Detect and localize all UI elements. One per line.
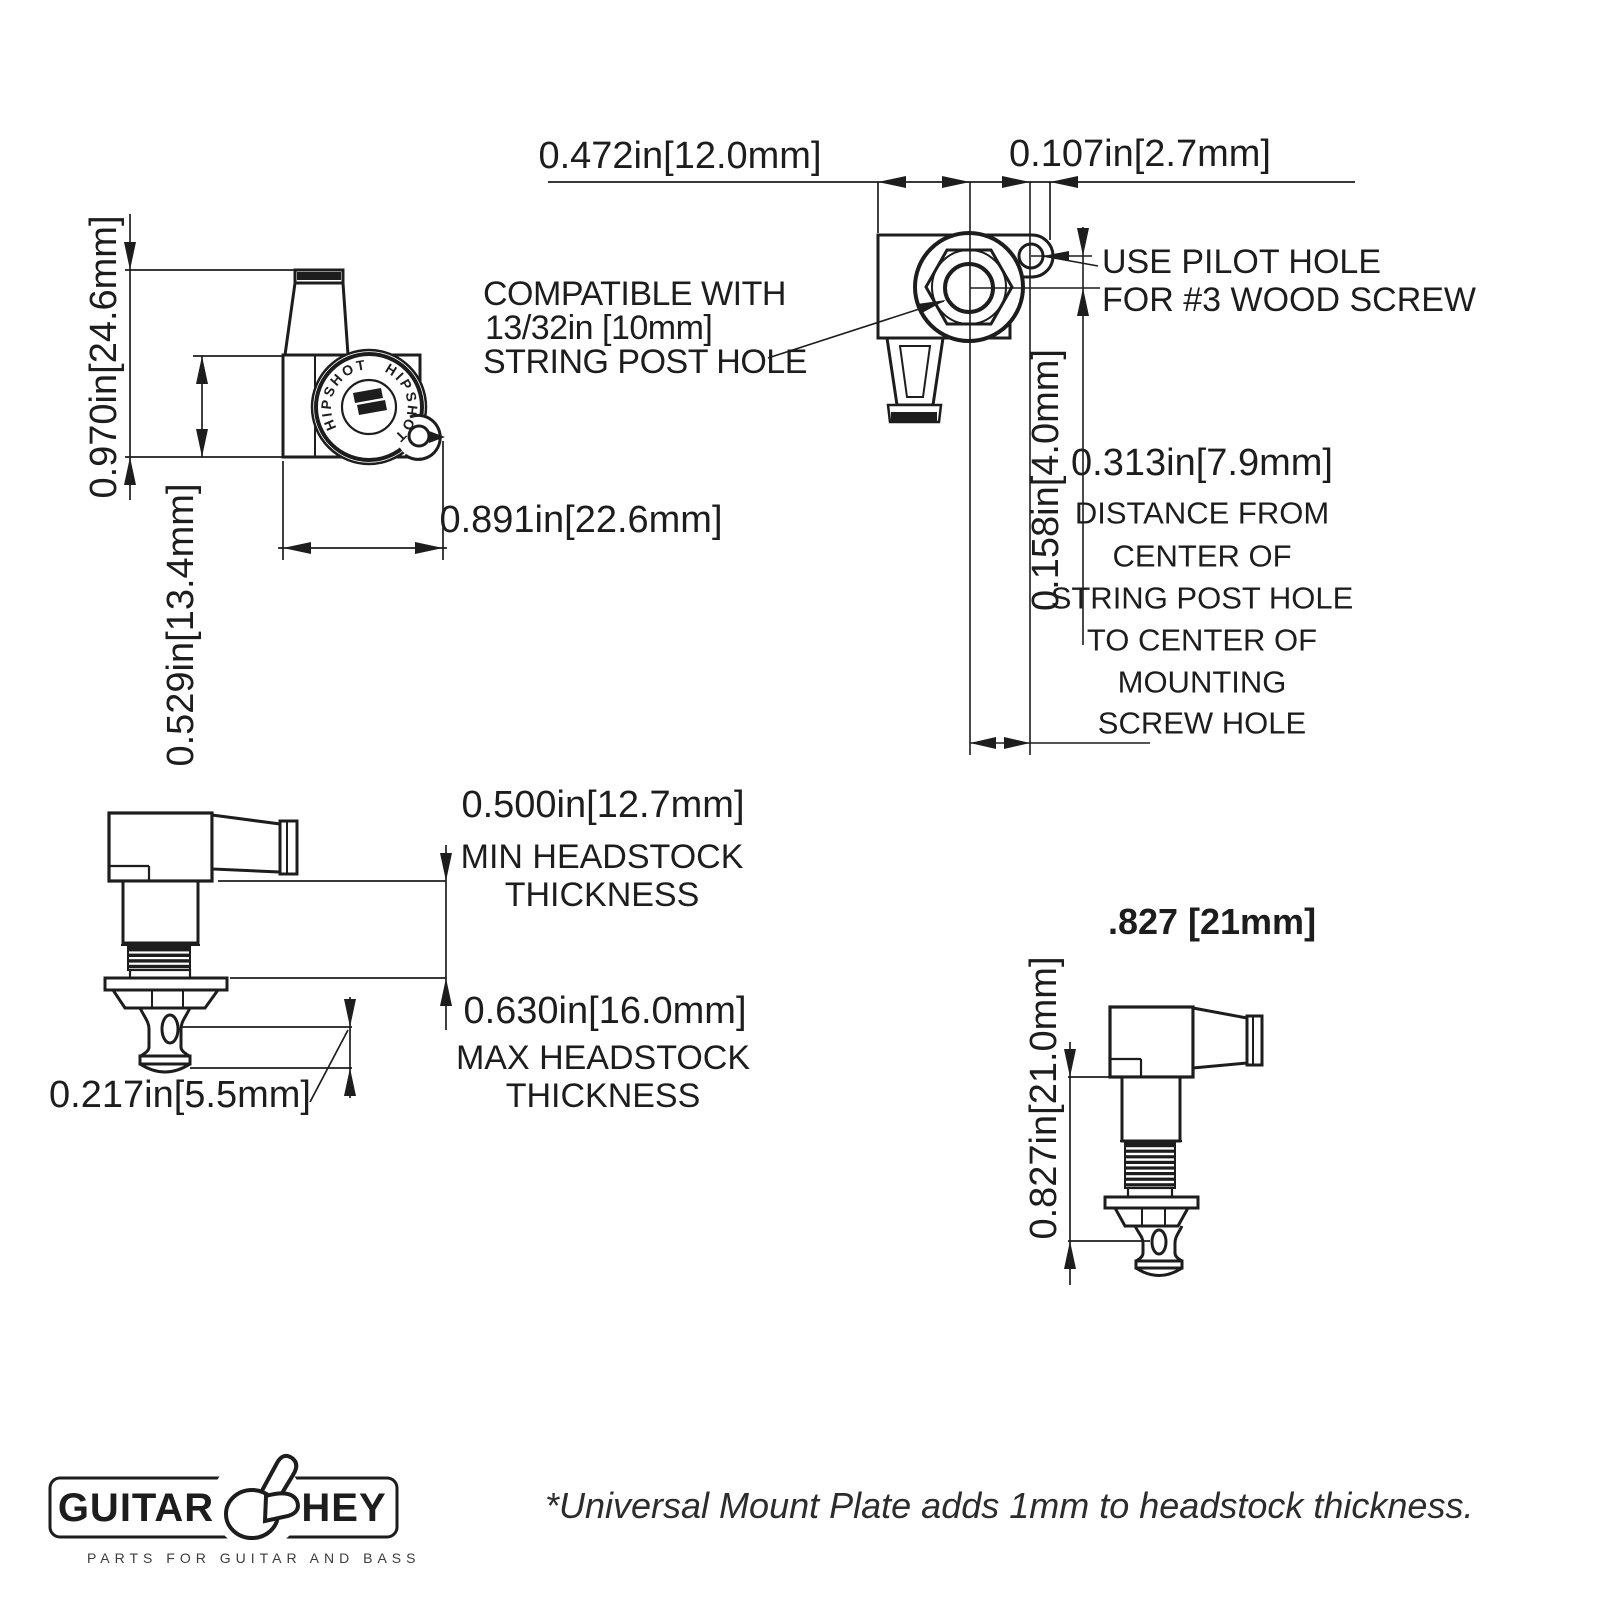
spacing-note-line5: MOUNTING bbox=[1117, 664, 1287, 700]
dim-body-height-label: 0.529in[13.4mm] bbox=[160, 483, 202, 767]
hipshot-brand-arc-left: HIPSHOT bbox=[317, 356, 369, 434]
dim-max-label: 0.630in[16.0mm] bbox=[463, 990, 747, 1032]
hipshot-brand-arc-right: HIPSHOT bbox=[382, 360, 421, 447]
pilot-note-line2: FOR #3 WOOD SCREW bbox=[1102, 281, 1477, 319]
dim-min-label: 0.500in[12.7mm] bbox=[461, 784, 745, 826]
dim-hole-spacing-label: 0.313in[7.9mm] bbox=[1071, 442, 1333, 484]
spacing-note-line4: TO CENTER OF bbox=[1086, 622, 1318, 658]
logo-text-hey: HEY bbox=[301, 1486, 387, 1530]
min-note-line2: THICKNESS bbox=[504, 876, 700, 914]
spacing-note-line6: SCREW HOLE bbox=[1097, 705, 1307, 741]
logo-tagline: PARTS FOR GUITAR AND BASS bbox=[87, 1550, 421, 1566]
spacing-note-line3: STRING POST HOLE bbox=[1050, 580, 1354, 616]
pilot-note-line1: USE PILOT HOLE bbox=[1102, 243, 1382, 281]
dim-post-tip-label: 0.217in[5.5mm] bbox=[49, 1074, 311, 1116]
dim-overall-height-label: 0.970in[24.6mm] bbox=[83, 215, 125, 499]
compat-note-line2: 13/32in [10mm] bbox=[485, 309, 713, 347]
dim-post-to-edge-label: 0.472in[12.0mm] bbox=[538, 135, 822, 177]
total-view-title: .827 [21mm] bbox=[1107, 901, 1317, 942]
compat-note-line3: STRING POST HOLE bbox=[483, 343, 807, 381]
min-note-line1: MIN HEADSTOCK bbox=[460, 838, 744, 876]
spacing-note-line1: DISTANCE FROM bbox=[1074, 495, 1330, 531]
max-note-line2: THICKNESS bbox=[505, 1077, 701, 1115]
dim-width-label: 0.891in[22.6mm] bbox=[439, 499, 723, 541]
dim-pilot-drop-label: 0.158in[4.0mm] bbox=[1025, 349, 1067, 611]
spacing-note-line2: CENTER OF bbox=[1112, 538, 1292, 574]
compat-note-line1: COMPATIBLE WITH bbox=[483, 275, 786, 313]
max-note-line1: MAX HEADSTOCK bbox=[455, 1039, 751, 1077]
dim-total-label: 0.827in[21.0mm] bbox=[1023, 956, 1065, 1240]
logo-text-guitar: GUITAR bbox=[57, 1486, 215, 1530]
side-view-drawing bbox=[105, 813, 452, 1102]
dim-pilot-to-edge-label: 0.107in[2.7mm] bbox=[1009, 133, 1271, 175]
universal-mount-note: *Universal Mount Plate adds 1mm to headstock thickness. bbox=[545, 1485, 1474, 1526]
